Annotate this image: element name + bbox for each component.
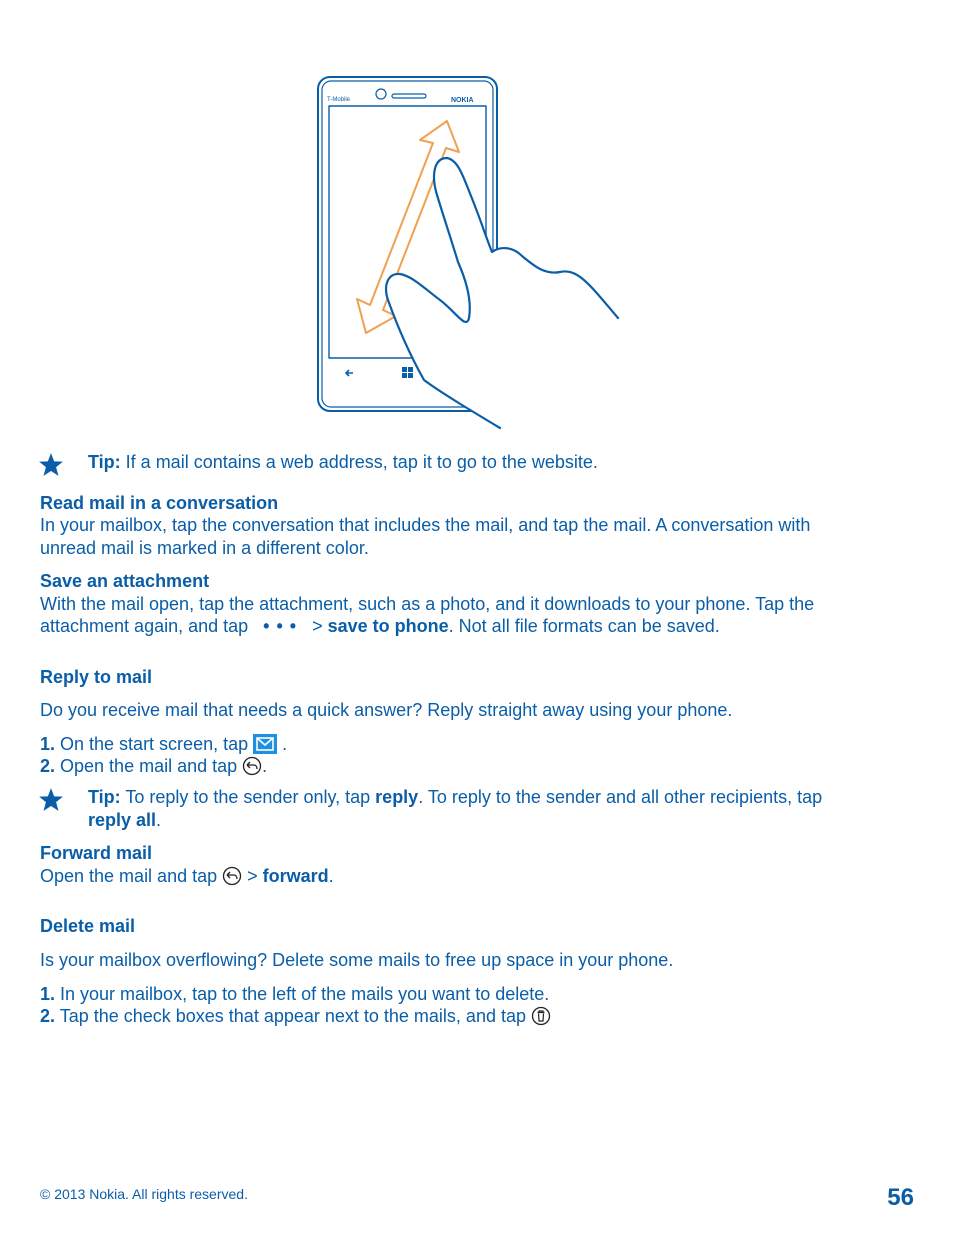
delete-step-1: 1. In your mailbox, tap to the left of the mails you want to delete. bbox=[40, 984, 550, 1004]
more-icon: • • • bbox=[263, 616, 298, 636]
tip-reply-line2: reply all. bbox=[88, 810, 162, 830]
copyright: © 2013 Nokia. All rights reserved. bbox=[40, 1186, 248, 1202]
reply-step-1: 1. On the start screen, tap . bbox=[40, 734, 288, 754]
mail-icon bbox=[253, 734, 277, 754]
heading-delete-mail: Delete mail bbox=[40, 916, 136, 936]
save-text-line2: attachment again, and tap • • • > save to phone. Not all file formats can be saved. bbox=[40, 616, 720, 636]
read-text-line2: unread mail is marked in a different color. bbox=[40, 538, 369, 558]
reply-intro: Do you receive mail that needs a quick answer? Reply straight away using your phone. bbox=[40, 700, 733, 720]
star-icon bbox=[38, 452, 64, 478]
delete-intro: Is your mailbox overflowing? Delete some mails to free up space in your phone. bbox=[40, 950, 674, 970]
reply-icon bbox=[222, 866, 242, 886]
tip-reply-line1: Tip: To reply to the sender only, tap reply. To reply to the sender and all other recipients, tap bbox=[88, 787, 823, 807]
phone-pinch-illustration bbox=[300, 70, 640, 435]
tip-web-address: Tip: If a mail contains a web address, tap it to go to the website. bbox=[88, 452, 598, 472]
star-icon bbox=[38, 787, 64, 813]
page-number: 56 bbox=[887, 1184, 914, 1211]
heading-read-mail: Read mail in a conversation bbox=[40, 493, 279, 513]
reply-step-2: 2. Open the mail and tap . bbox=[40, 756, 268, 776]
delete-icon bbox=[531, 1006, 551, 1026]
operator-label: T-Mobile bbox=[327, 97, 351, 103]
brand-label: NOKIA bbox=[451, 97, 474, 104]
heading-forward-mail: Forward mail bbox=[40, 843, 153, 863]
delete-step-2: 2. Tap the check boxes that appear next to the mails, and tap bbox=[40, 1005, 551, 1027]
read-text-line1: In your mailbox, tap the conversation that includes the mail, and tap the mail. A conversation with bbox=[40, 515, 811, 535]
save-text-line1: With the mail open, tap the attachment, such as a photo, and it downloads to your phone. Tap the bbox=[40, 594, 815, 614]
heading-reply-mail: Reply to mail bbox=[40, 667, 153, 687]
heading-save-attachment: Save an attachment bbox=[40, 571, 210, 591]
forward-text: Open the mail and tap > forward. bbox=[40, 866, 334, 886]
reply-icon bbox=[242, 756, 262, 776]
